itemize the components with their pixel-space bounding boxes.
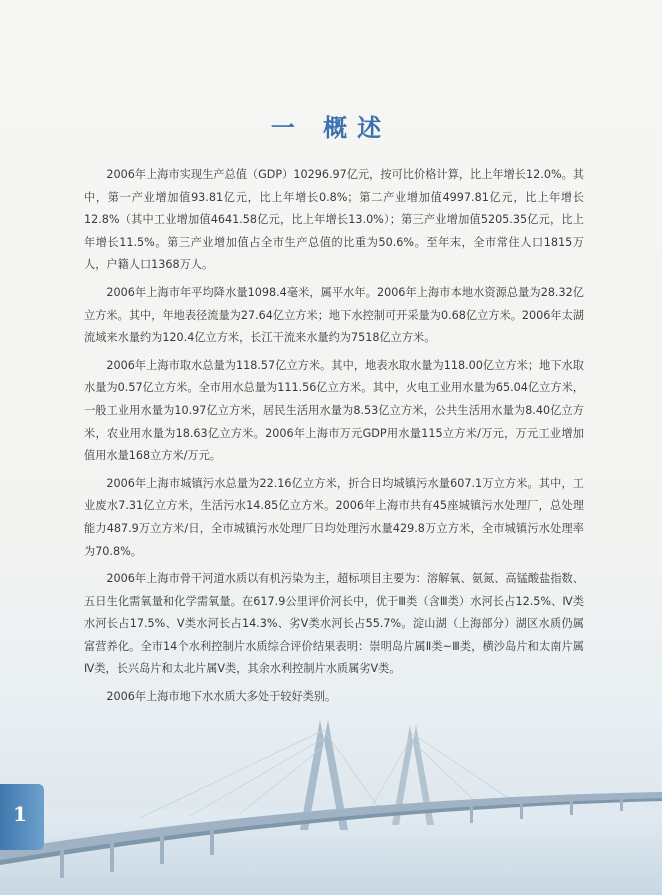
- page-title: 一 概述: [270, 113, 392, 142]
- page-number-tab: [0, 784, 44, 850]
- bridge-illustration: [0, 700, 662, 895]
- body-text: [84, 164, 584, 714]
- page-number: 1: [13, 802, 27, 826]
- paragraph-economy: 2006年上海市实现生产总值（GDP）10296.97亿元，按可比价格计算，比上年增长12.0%。其中，第一产业增加值93.81亿元，比上年增长0.8%；第二产业增加值4997.81亿元，比上年增长12.8%（其中工业增加值4641.58亿元，比上年增长13.0%）；第三产业增加值5205.35亿元，比上年增长11.5%。第三产业增加值占全市生产总值的比重为50.6%。至年末，全市常住人口1815万人，户籍人口1368万人。: [84, 168, 584, 272]
- paragraph-water-quality: 2006年上海市骨干河道水质以有机污染为主，超标项目主要为：溶解氧、氨氮、高锰酸盐指数、五日生化需氧量和化学需氧量。在617.9公里评价河长中，优于Ⅲ类（含Ⅲ类）水河长占12.5%、Ⅳ类水河长占17.5%、Ⅴ类水河长占14.3%、劣Ⅴ类水河长占55.7%。淀山湖（上海部分）湖区水质仍属富营养化。全市14个水利控制片水质综合评价结果表明：崇明岛片属Ⅱ类~Ⅲ类，横沙岛片和太南片属Ⅳ类，长兴岛片和太北片属Ⅴ类，其余水利控制片水质属劣Ⅴ类。: [84, 572, 584, 676]
- paragraph-groundwater: 2006年上海市地下水水质大多处于较好类别。: [106, 690, 337, 704]
- paragraph-water-usage: 2006年上海市取水总量为118.57亿立方米。其中，地表水取水量为118.00亿立方米；地下水取水量为0.57亿立方米。全市用水总量为111.56亿立方米。其中，火电工业用水量为65.04亿立方米，一般工业用水量为10.97亿立方米，居民生活用水量为8.53亿立方米，公共生活用水量为8.40亿立方米，农业用水量为18.63亿立方米。2006年上海市万元GDP用水量115立方米/万元，万元工业增加值用水量168立方米/万元。: [84, 358, 584, 463]
- paragraph-water-resources: 2006年上海市年平均降水量1098.4毫米，属平水年。2006年上海市本地水资源总量为28.32亿立方米。其中，年地表径流量为27.64亿立方米；地下水控制可开采量为0.68亿立方米。2006年太湖流域来水量约为120.4亿立方米，长江干流来水量约为7518亿立方米。: [84, 285, 584, 345]
- paragraph-sewage: 2006年上海市城镇污水总量为22.16亿立方米，折合日均城镇污水量607.1万立方米。其中，工业废水7.31亿立方米，生活污水14.85亿立方米。2006年上海市共有45座城镇污水处理厂，总处理能力487.9万立方米/日，全市城镇污水处理厂日均处理污水量429.8万立方米，全市城镇污水处理率为70.8%。: [84, 476, 584, 558]
